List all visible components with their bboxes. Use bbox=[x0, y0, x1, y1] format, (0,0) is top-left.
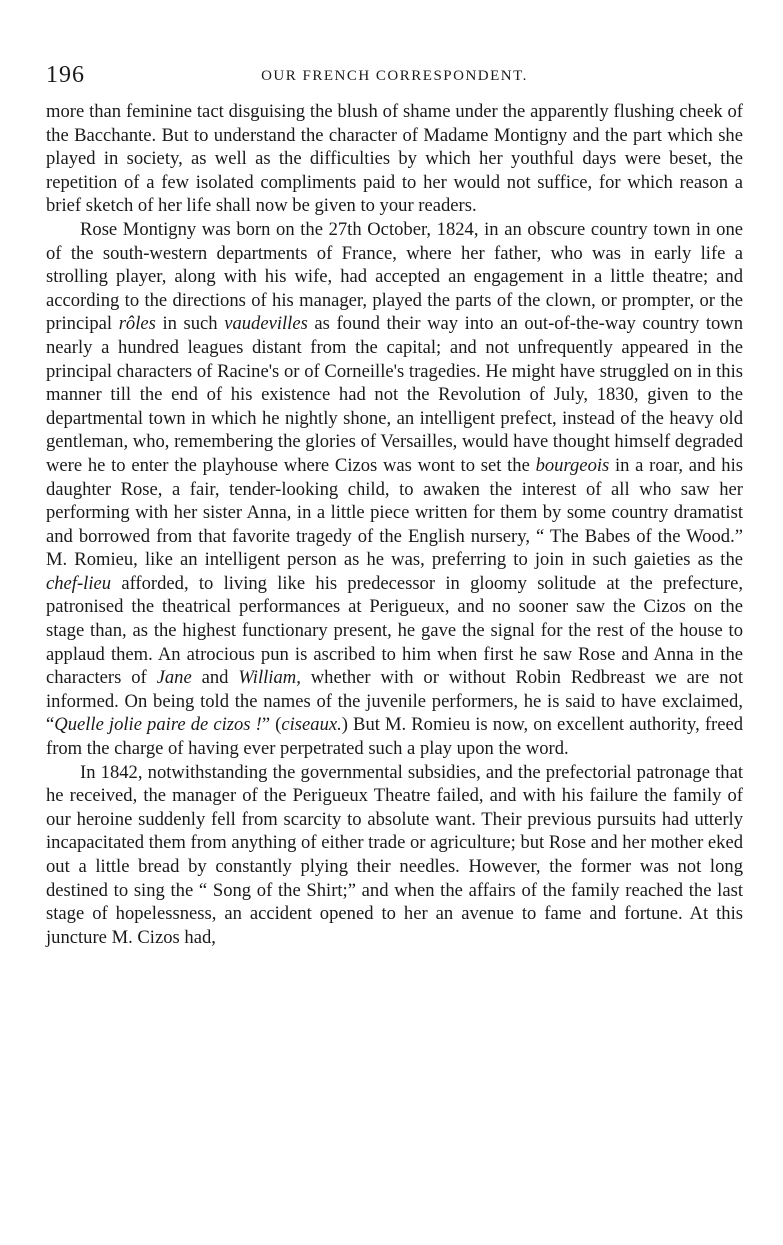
text-run: and bbox=[191, 667, 239, 689]
italic-text: vaudevilles bbox=[224, 313, 308, 335]
text-run: as found their way into an out-of-the-way country town nearly a hundred leagues distant from the capital; and not unfrequently appeared in the principal characters of Racine's or of Corneille's tragedies. He might have struggled on in this manner till the end of his existence had not the Revolution of July, 1830, given to the departmental town in which he nightly shone, an intelligent prefect, instead of the heavy old gentleman, who, remembering the glories of Versailles, would have thought himself degraded were he to enter the playhouse where Cizos was wont to set the bbox=[46, 313, 744, 476]
text-run: whether with or without Robin Redbreast we are not informed. On being told the names of the juvenile performers, he is said to have exclaimed, “ bbox=[46, 667, 743, 736]
page-number: 196 bbox=[46, 62, 85, 88]
italic-text: ciseaux. bbox=[281, 714, 342, 736]
running-title: OUR FRENCH CORRESPONDENT. bbox=[261, 68, 528, 84]
italic-text: rôles bbox=[118, 313, 156, 335]
paragraph bbox=[46, 761, 743, 950]
paragraph bbox=[46, 218, 743, 761]
paragraph bbox=[46, 100, 743, 218]
italic-text: bourgeois bbox=[535, 454, 610, 476]
text-run: more than feminine tact disguising the blush of shame under the apparently flushing cheek of the Bacchante. But to understand the character of Madame Montigny and the part which she played in society, as well as the difficulties by which her youthful days were beset, the repetition of a few isolated compliments paid to her would not suffice, for which reason a brief sketch of her life shall now be given to your readers. bbox=[46, 101, 743, 217]
text-run: afforded, to living like his predecessor in gloomy solitude at the prefecture, patronised the theatrical performances at Perigueux, and no sooner saw the Cizos on the stage than, as the highest functionary present, he gave the signal for the rest of the house to applaud them. An atrocious pun is ascribed to him when first he saw Rose and Anna in the characters of bbox=[46, 572, 743, 689]
text-run: ” ( bbox=[261, 714, 282, 736]
italic-text: Quelle jolie paire de cizos ! bbox=[54, 714, 262, 736]
italic-text: chef-lieu bbox=[46, 572, 112, 594]
text-run: Rose Montigny was born on the 27th October, 1824, in an obscure country town in one of the south-western departments of France, where her father, who was in early life a strolling player, along with his wife, had accepted an engagement in a little theatre; and according to the directions of his manager, played the parts of the clown, or prompter, or the principal bbox=[46, 218, 743, 335]
italic-text: William, bbox=[238, 667, 301, 689]
text-run: in a roar, and his daughter Rose, a fair, tender-looking child, to awaken the interest of all who saw her performing with her sister Anna, in a little piece written for them by some country dramatist and borrowed from that favorite tragedy of the English nursery, “ The Babes of the Wood.” M. Romieu, like an intelligent person as he was, preferring to join in such gaieties as the bbox=[46, 454, 743, 571]
text-run: ) But M. Romieu is now, on excellent authority, freed from the charge of having ever perpetrated such a play upon the word. bbox=[46, 714, 743, 760]
italic-text: Jane bbox=[156, 667, 192, 689]
text-run: In 1842, notwithstanding the governmental subsidies, and the prefectorial patronage that he received, the manager of the Perigueux Theatre failed, and with his failure the family of our heroine suddenly fell from scarcity to absolute want. Their previous pursuits had utterly incapacitated them from anything of either trade or agriculture; but Rose and her mother eked out a little bread by constantly plying their needles. However, the former was not long destined to sing the “ Song of the Shirt;” and when the affairs of the family reached the last stage of hopelessness, an accident opened to her an avenue to fame and fortune. At this juncture M. Cizos had, bbox=[46, 761, 744, 948]
running-head bbox=[46, 62, 743, 92]
text-run: in such bbox=[155, 313, 225, 335]
article-body bbox=[46, 100, 743, 949]
